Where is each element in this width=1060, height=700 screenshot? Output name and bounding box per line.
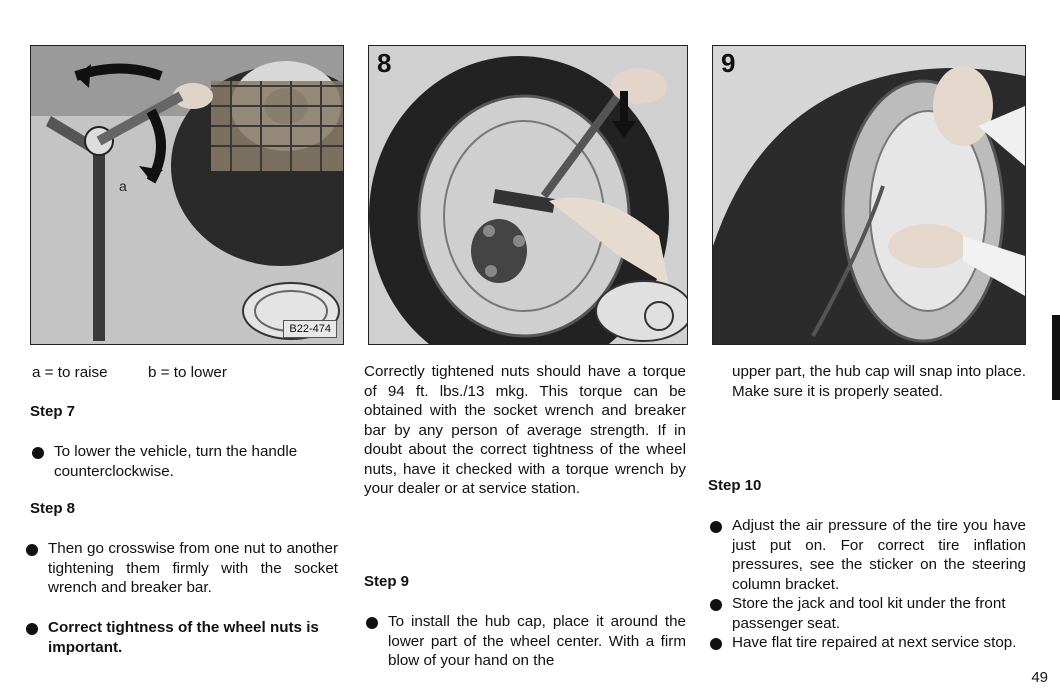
photo-number-8: 8 xyxy=(377,48,392,78)
step-9-continuation: upper part, the hub cap will snap into place. Make sure it is properly seated. xyxy=(732,363,1026,400)
step-8-heading: Step 8 xyxy=(30,500,76,517)
step-10-instruction-1: Adjust the air pressure of the tire you have just put on. For correct tire inflation pressures, see the sticker on the steering column bracket. xyxy=(708,516,1026,594)
wheel-wrench-illustration xyxy=(369,46,687,344)
step-10-instruction-3: Have flat tire repaired at next service stop. xyxy=(708,633,1026,653)
figure-reference-code: B22-474 xyxy=(283,320,337,338)
arrow-label-a: a xyxy=(119,178,127,194)
legend-lower: b = to lower xyxy=(148,364,227,381)
step-9-heading: Step 9 xyxy=(364,573,410,590)
photo-install-hub-cap xyxy=(712,45,1026,345)
page-number: 49 xyxy=(1031,669,1048,686)
section-tab-marker xyxy=(1052,315,1060,400)
photo-number-9: 9 xyxy=(721,48,736,78)
step-8-warning: Correct tightness of the wheel nuts is important. xyxy=(24,618,342,657)
jack-illustration xyxy=(31,46,343,344)
step-10-instruction-2: Store the jack and tool kit under the front passenger seat. xyxy=(708,594,1026,633)
photo-jack-lowering xyxy=(30,45,344,345)
step-9-instruction: To install the hub cap, place it around the lower part of the wheel center. With a firm blow of your hand on the xyxy=(364,612,686,671)
step-7-instruction: To lower the vehicle, turn the handle counterclockwise. xyxy=(30,442,350,481)
column-2 xyxy=(364,362,686,669)
step-8-instruction: Then go crosswise from one nut to another tightening them firmly with the socket wrench and breaker bar. xyxy=(24,539,338,598)
legend-raise: a = to raise xyxy=(32,364,108,381)
photo-tighten-nuts xyxy=(368,45,688,345)
hub-cap-illustration xyxy=(713,46,1025,344)
step-7-heading: Step 7 xyxy=(30,403,76,420)
step-10-heading: Step 10 xyxy=(708,477,762,494)
column-3 xyxy=(708,362,1026,651)
torque-paragraph: Correctly tightened nuts should have a torque of 94 ft. lbs./13 mkg. This torque can be obtained with the socket wrench and breaker bar by any person of average strength. If in doubt about the correct tightness of the wheel nuts, have it checked with a torque wrench by your dealer or at service station. xyxy=(364,363,686,497)
